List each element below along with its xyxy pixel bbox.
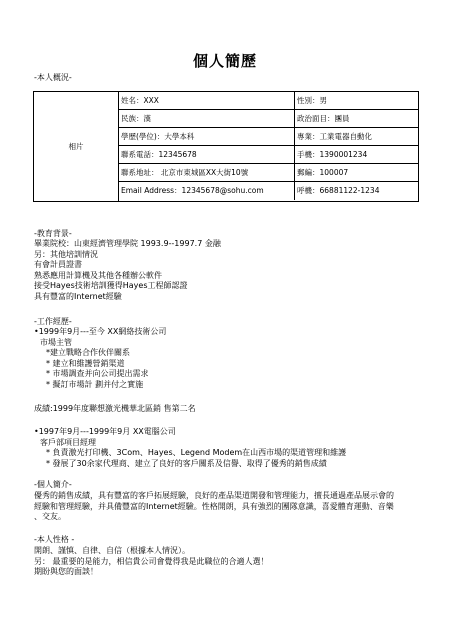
work-line: * 發展了30余家代理商、建立了良好的客戶關系及信譽、取得了優秀的銷售成績: [46, 458, 327, 468]
work-line: * 擬訂市場計 劃并付之實施: [46, 379, 144, 389]
work-line: * 負責激光打印機、3Com、Hayes、Legend Modem在山西市場的渠道管理和維護: [46, 448, 347, 458]
profile-row: [118, 182, 418, 200]
personality-line: 期盼與您的面談！: [34, 567, 98, 577]
education-section-heading: -教育背景-: [34, 229, 72, 238]
intro-block: [34, 491, 394, 523]
profile-cell: 聯系電話：12345678: [118, 146, 295, 163]
profile-table: [33, 91, 419, 202]
profile-cell: 性別：男: [297, 96, 327, 105]
work-line: * 市場調查并向公司提出需求: [46, 369, 149, 379]
profile-row: [118, 146, 418, 164]
profile-row: [118, 92, 418, 110]
profile-cell: 姓名：XXX: [118, 92, 295, 109]
work-job1-block: [34, 327, 166, 391]
personality-block: [34, 546, 269, 578]
work-line: •1997年9月---1999年9月 XX電腦公司: [34, 427, 176, 436]
page-title: 個人簡歷: [192, 52, 257, 70]
photo-label: 相片: [68, 142, 84, 151]
education-line: 畢業院校：山東經濟管理學院 1993.9--1997.7 金融: [34, 239, 221, 248]
work-line: 客戶部項目經理: [40, 437, 96, 447]
work-line: •1999年9月---至今 XX網絡技術公司: [34, 327, 167, 336]
profile-cell: 學歷(學位)：大學本科: [118, 128, 295, 145]
intro-line: 優秀的銷售成績，具有豐富的客戶拓展經驗，良好的產品渠道開發和管理能力，擅長通過產品展示會的: [34, 491, 394, 500]
education-line: 另：其他培訓情況: [34, 249, 98, 259]
profile-cell: 專業：工業電器自動化: [297, 132, 372, 141]
education-block: [34, 239, 221, 303]
profile-row: [118, 164, 418, 182]
personality-line: 另： 最重要的是能力，相信貴公司會覺得我是此職位的合適人選！: [34, 556, 269, 566]
profile-cell: 手機：1390001234: [297, 150, 368, 159]
profile-cell: 郵編：100007: [297, 168, 349, 177]
profile-cell: 民族：漢: [118, 110, 295, 127]
personality-section-heading: -本人性格 -: [34, 535, 75, 544]
intro-line: 經驗和管理經驗，并具備豐富的Internet經驗。性格開朗，具有強烈的團隊意識，喜愛體育運動、音樂: [34, 501, 394, 511]
intro-section-heading: -個人簡介-: [34, 480, 72, 489]
work-job2-block: [34, 427, 346, 469]
photo-cell: [34, 92, 119, 201]
profile-cell: 呼機：66881122-1234: [297, 186, 380, 195]
work-line: * 建立和維護營銷渠道: [46, 358, 125, 368]
personality-line: 開朗、謹慎、自律、自信（根據本人情況）。: [34, 546, 190, 555]
work-achievement: 成績:1999年度聯想激光機華北區銷 售第二名: [34, 404, 196, 413]
profile-section-heading: -本人概況-: [34, 73, 72, 82]
profile-row: [118, 128, 418, 146]
profile-row: [118, 110, 418, 128]
education-line: 熟悉應用計算機及其他各種辦公軟件: [34, 270, 162, 280]
work-line: *建立戰略合作伙伴關系: [46, 348, 130, 358]
intro-line: 、交友。: [34, 512, 66, 522]
profile-cell: 政治面目：團員: [297, 114, 350, 123]
profile-cell: 聯系地址： 北京市東城區XX大街10號: [118, 164, 295, 181]
education-line: 有會計員證書: [34, 260, 82, 270]
work-section-heading: -工作經歷-: [34, 317, 72, 326]
education-line: 具有豐富的Internet經驗: [34, 291, 122, 301]
work-line: 市場主管: [40, 337, 72, 347]
education-line: 接受Hayes技術培訓獲得Hayes工程師認證: [34, 281, 188, 291]
profile-cell: Email Address：12345678@sohu.com: [118, 182, 295, 200]
